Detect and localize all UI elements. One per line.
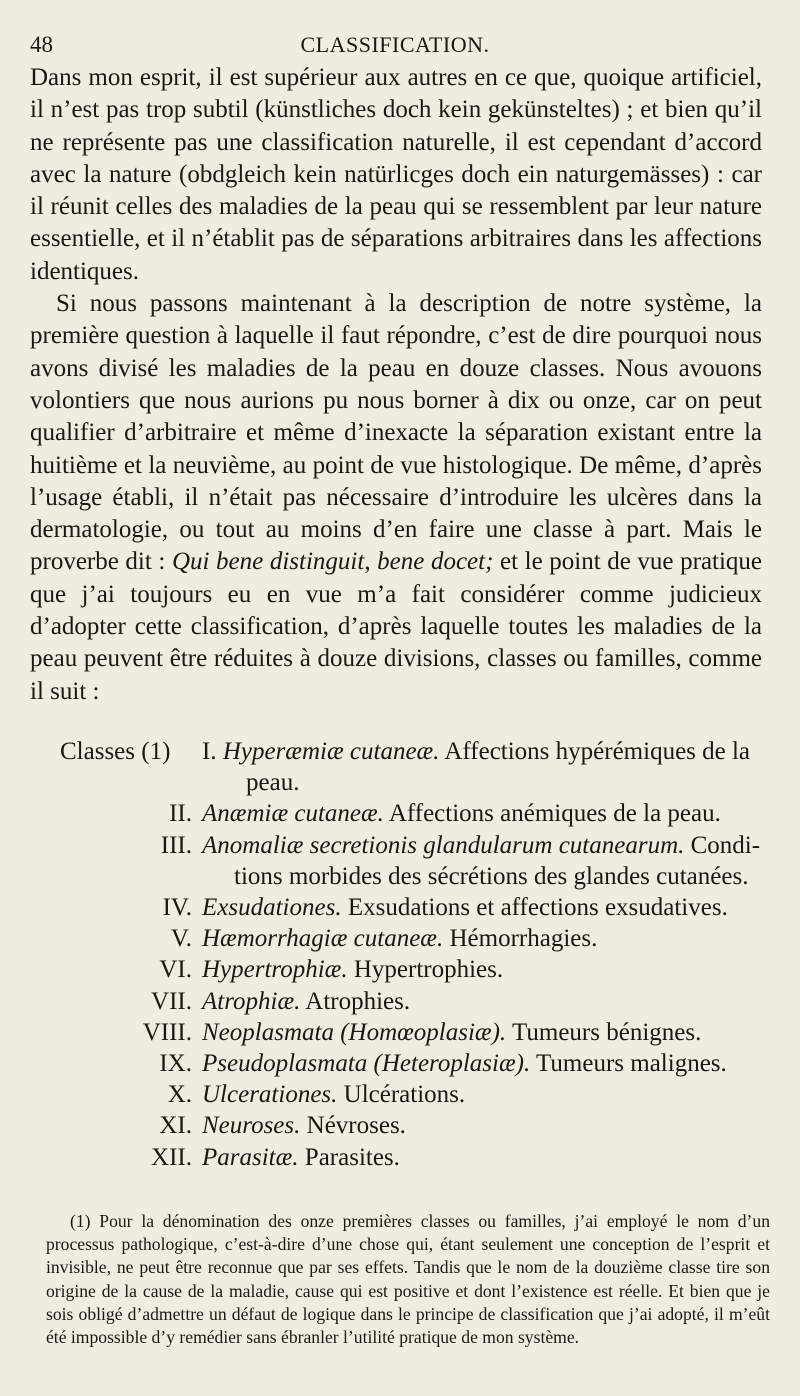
class-french-name: Névroses.: [306, 1112, 406, 1140]
class-entry-1: [202, 736, 750, 767]
proverb-part-2: bene docet;: [377, 548, 494, 576]
class-row-8: [30, 1017, 770, 1048]
class-latin-name: Anomaliæ secretionis glandularum cutanearum.: [202, 831, 685, 859]
class-french-name: Ulcérations.: [343, 1081, 466, 1109]
paragraph-2: [30, 288, 762, 708]
class-row-4: [30, 892, 770, 923]
class-row-6: [30, 954, 770, 985]
class-number: V.: [170, 925, 192, 953]
running-head: CLASSIFICATION.: [300, 32, 490, 57]
class-number: X.: [167, 1081, 192, 1109]
class-french-name: Affections anémiques de la peau.: [388, 800, 721, 828]
classification-list: [30, 736, 770, 1173]
class-row-11: [30, 1110, 770, 1141]
class-french-name: Hémorrhagies.: [449, 925, 598, 953]
footnote: [46, 1210, 770, 1349]
class-row-3-cont: tions morbides des sécrétions des glandes cutanées.: [234, 862, 749, 890]
class-latin-name: Exsudationes.: [202, 894, 342, 921]
class-latin-name: Parasitæ.: [202, 1143, 299, 1171]
class-latin-name: Hyperæmiæ cutaneæ.: [222, 738, 440, 765]
class-french-name: Hypertrophies.: [353, 956, 504, 984]
class-number: XI.: [159, 1112, 192, 1140]
class-french-name: Tumeurs bénignes.: [512, 1018, 702, 1046]
class-latin-name: Atrophiæ.: [202, 987, 301, 1015]
class-number: VI.: [159, 956, 192, 984]
class-french-name: Affections hypérémiques de la: [444, 738, 751, 765]
paragraph-2-part-b: et le point de vue pratique que j’ai toujours eu en vue m’a fait considérer comme judicieux d’adopter cette classification, d’après laquelle toutes les maladies de la peau peuvent être réduites à douze divisions, classes ou familles, comme il suit :: [30, 548, 763, 705]
class-french-name: Atrophies.: [305, 987, 411, 1015]
class-row-12: [30, 1142, 770, 1173]
class-latin-name: Hypertrophiæ.: [202, 956, 348, 984]
class-row-7: [30, 986, 770, 1017]
class-latin-name: Ulcerationes.: [202, 1081, 338, 1109]
class-latin-name: Pseudoplasmata (Heteroplasiæ).: [202, 1050, 531, 1078]
footnote-text: (1) Pour la dénomination des onze premières classes ou familles, j’ai employé le nom d’un processus pathologique, c’est-à-dire d’une chose qui, étant seulement une conception de l’esprit et invisible, ne peut être reconnue que par ses effets. Tandis que le nom de la douzième classe tire son origine de la cause de la maladie, cause qui est positive et dont l’existence est réelle. Et bien que je sois obligé d’admettre un défaut de logique dans le principe de classification que j’ai adopté, il m’eût été impossible d’y remédier sans ébranler l’utilité pratique de mon système.: [46, 1211, 770, 1348]
class-row-9: [30, 1048, 770, 1079]
class-number: II.: [169, 800, 192, 828]
class-french-name: Exsudations et affections exsudatives.: [347, 894, 728, 921]
class-number: XII.: [151, 1143, 192, 1171]
class-row-10: [30, 1079, 770, 1110]
class-number: VII.: [151, 987, 192, 1015]
class-number: IV.: [162, 894, 192, 921]
proverb-part-1: Qui bene distinguit: [171, 548, 365, 576]
class-latin-name: Neuroses.: [202, 1112, 301, 1140]
proverb-separator: ,: [364, 548, 371, 576]
class-latin-name: Neoplasmata (Homœoplasiæ).: [202, 1018, 507, 1046]
class-row-1-cont: peau.: [246, 769, 300, 797]
class-french-name: Tumeurs malignes.: [536, 1050, 727, 1078]
class-latin-name: Hæmorrhagiæ cutaneæ.: [202, 925, 444, 953]
paragraph-1: Dans mon esprit, il est supérieur aux autres en ce que, quoique artificiel, il n’est pas trop subtil (künstliches doch kein gekünsteltes) ; et bien qu’il ne représente pas une classification naturelle, il est cependant d’accord avec la nature (obdgleich kein natürlicges doch ein naturgemässes) : car il réunit celles des maladies de la peau qui se ressemblent par leur nature essentielle, et il n’établit pas de séparations arbitraires dans les affections identiques.: [30, 64, 762, 285]
class-number: VIII.: [142, 1018, 192, 1046]
page-number: 48: [30, 32, 53, 57]
classes-intro: Classes (1): [60, 738, 171, 765]
class-french-name: Condi-: [690, 831, 761, 859]
class-french-name: Parasites.: [304, 1143, 400, 1171]
class-row-3: [30, 830, 770, 861]
class-number: IX.: [159, 1050, 192, 1078]
class-number: III.: [160, 831, 192, 859]
page-header: [30, 28, 760, 62]
class-row-5: [30, 923, 770, 954]
body-text: [30, 62, 762, 708]
class-row-2: [30, 798, 770, 829]
class-latin-name: Anæmiæ cutaneæ.: [202, 800, 384, 828]
class-number: I.: [202, 738, 217, 765]
class-row-1: [30, 736, 770, 767]
paragraph-2-part-a: Si nous passons maintenant à la description de notre système, la première question à laquelle il faut répondre, c’est de dire pourquoi nous avons divisé les maladies de la peau en douze classes. Nous avouons volontiers que nous aurions pu nous borner à dix ou onze, car on peut qualifier d’arbitraire et même d’inexacte la séparation existant entre la huitième et la neuvième, au point de vue histologique. De même, d’après l’usage établi, il n’était pas nécessaire d’introduire les ulcères dans la dermatologie, ou tout au moins d’en faire une classe à part. Mais le proverbe dit :: [30, 290, 762, 576]
